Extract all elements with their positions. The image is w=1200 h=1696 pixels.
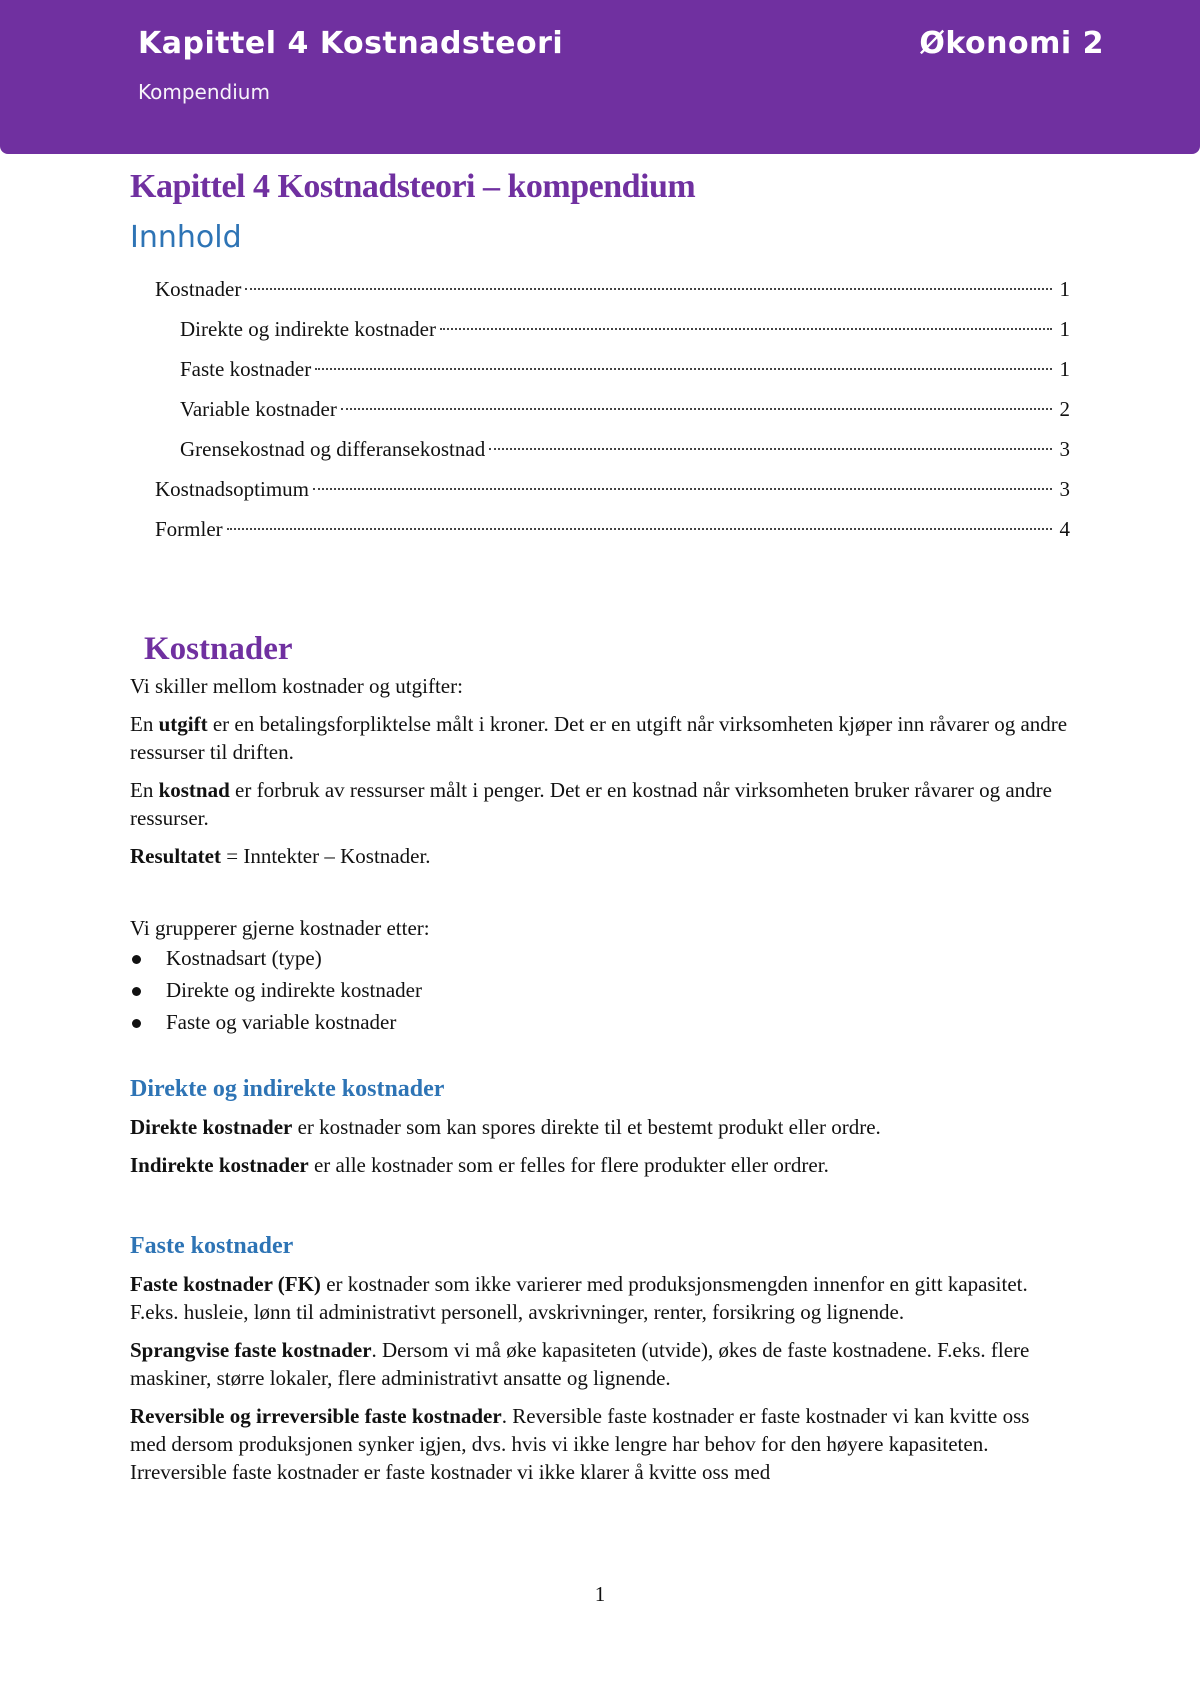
toc-leader [489, 448, 1052, 450]
term-bold: Resultatet [130, 844, 221, 868]
toc-item[interactable] [130, 269, 1070, 309]
toc-leader [315, 368, 1052, 370]
toc-page: 3 [1059, 437, 1070, 461]
toc-label: Kostnadsoptimum [155, 477, 310, 501]
table-of-contents [130, 269, 1070, 549]
toc-page: 2 [1059, 397, 1070, 421]
toc-item[interactable] [130, 509, 1070, 549]
text-run: . Dersom vi må øke kapasiteten (utvide), økes de faste kostnadene. F.eks. flere maskiner, større lokaler, flere administrativt ansatte og lignende. [130, 1338, 1030, 1390]
text-run: . Reversible faste kostnader er faste kostnader vi kan kvitte oss med dersom produksjonen synker igjen, dvs. hvis vi ikke lengre har behov for den høyere kapasiteten. Irreversible faste kostnader er faste kostnader vi ikke klarer å kvitte oss med [130, 1404, 1030, 1484]
term-bold: Faste kostnader (FK) [130, 1272, 321, 1296]
toc-label: Formler [155, 517, 223, 541]
toc-page: 4 [1059, 517, 1070, 541]
toc-item[interactable] [130, 349, 1070, 389]
header-title: Kapittel 4 Kostnadsteori [138, 26, 564, 61]
text-run: En [130, 778, 159, 802]
toc-leader [341, 408, 1052, 410]
subsection-heading-direkte: Direkte og indirekte kostnader [130, 1076, 445, 1102]
paragraph-group-intro [130, 914, 1070, 942]
toc-page: 1 [1059, 277, 1070, 301]
paragraph [130, 672, 1070, 700]
toc-label: Faste kostnader [180, 357, 312, 381]
header-course: Økonomi 2 [919, 26, 1104, 61]
toc-label: Variable kostnader [180, 397, 337, 421]
text-run: En [130, 712, 159, 736]
document-body [130, 168, 1070, 1496]
term-bold: Reversible og irreversible faste kostnader [130, 1404, 502, 1428]
toc-label: Kostnader [155, 277, 242, 301]
text-run: er en betalingsforpliktelse målt i kroner. Det er en utgift når virksomheten kjøper inn råvarer og andre ressurser til driften. [130, 712, 1068, 764]
paragraph [130, 1336, 1070, 1392]
paragraph-kostnad [130, 776, 1070, 832]
toc-label: Grensekostnad og differansekostnad [180, 437, 486, 461]
text-run: er kostnader som kan spores direkte til et bestemt produkt eller ordre. [292, 1115, 881, 1139]
term-bold: Indirekte kostnader [130, 1153, 309, 1177]
toc-leader [440, 328, 1052, 330]
text-run: er forbruk av ressurser målt i penger. Det er en kostnad når virksomheten bruker råvarer og andre ressurser. [130, 778, 1052, 830]
list-item: Faste og variable kostnader [130, 1006, 1070, 1038]
text-run: er kostnader som ikke varierer med produksjonsmengden innenfor en gitt kapasitet. F.eks. husleie, lønn til administrativt personell, avskrivninger, renter, forsikring og lignende. [130, 1272, 1028, 1324]
text-run: = Inntekter – Kostnader. [220, 844, 431, 868]
toc-page: 3 [1059, 477, 1070, 501]
document-title: Kapittel 4 Kostnadsteori – kompendium [130, 168, 696, 205]
toc-item[interactable] [130, 429, 1070, 469]
toc-item[interactable] [130, 469, 1070, 509]
section-heading-kostnader: Kostnader [144, 631, 293, 667]
list-item: Direkte og indirekte kostnader [130, 974, 1070, 1006]
subsection-heading-faste: Faste kostnader [130, 1233, 294, 1259]
toc-item[interactable] [130, 309, 1070, 349]
spacer [130, 880, 1070, 914]
paragraph-resultat [130, 842, 1070, 870]
term-bold: kostnad [158, 778, 230, 802]
toc-leader [227, 528, 1052, 530]
paragraph-utgift [130, 710, 1070, 766]
toc-leader [245, 288, 1052, 290]
page-header [0, 0, 1200, 154]
toc-page: 1 [1059, 357, 1070, 381]
toc-page: 1 [1059, 317, 1070, 341]
toc-label: Direkte og indirekte kostnader [180, 317, 436, 341]
spacer [130, 1038, 1070, 1076]
toc-item[interactable] [130, 389, 1070, 429]
paragraph-text: Vi skiller mellom kostnader og utgifter: [130, 674, 463, 698]
term-bold: Direkte kostnader [130, 1115, 293, 1139]
list-item: Kostnadsart (type) [130, 942, 1070, 974]
bullet-list [130, 942, 1070, 1038]
paragraph [130, 1402, 1070, 1486]
term-bold: Sprangvise faste kostnader [130, 1338, 372, 1362]
header-subtitle: Kompendium [138, 80, 270, 104]
term-bold: utgift [158, 712, 208, 736]
spacer [130, 1189, 1070, 1233]
page-number: 1 [594, 1582, 606, 1606]
paragraph [130, 1151, 1070, 1179]
paragraph [130, 1113, 1070, 1141]
paragraph-text: Vi grupperer gjerne kostnader etter: [130, 916, 430, 940]
toc-leader [313, 488, 1052, 490]
paragraph [130, 1270, 1070, 1326]
toc-heading: Innhold [130, 220, 242, 255]
text-run: er alle kostnader som er felles for flere produkter eller ordrer. [308, 1153, 829, 1177]
